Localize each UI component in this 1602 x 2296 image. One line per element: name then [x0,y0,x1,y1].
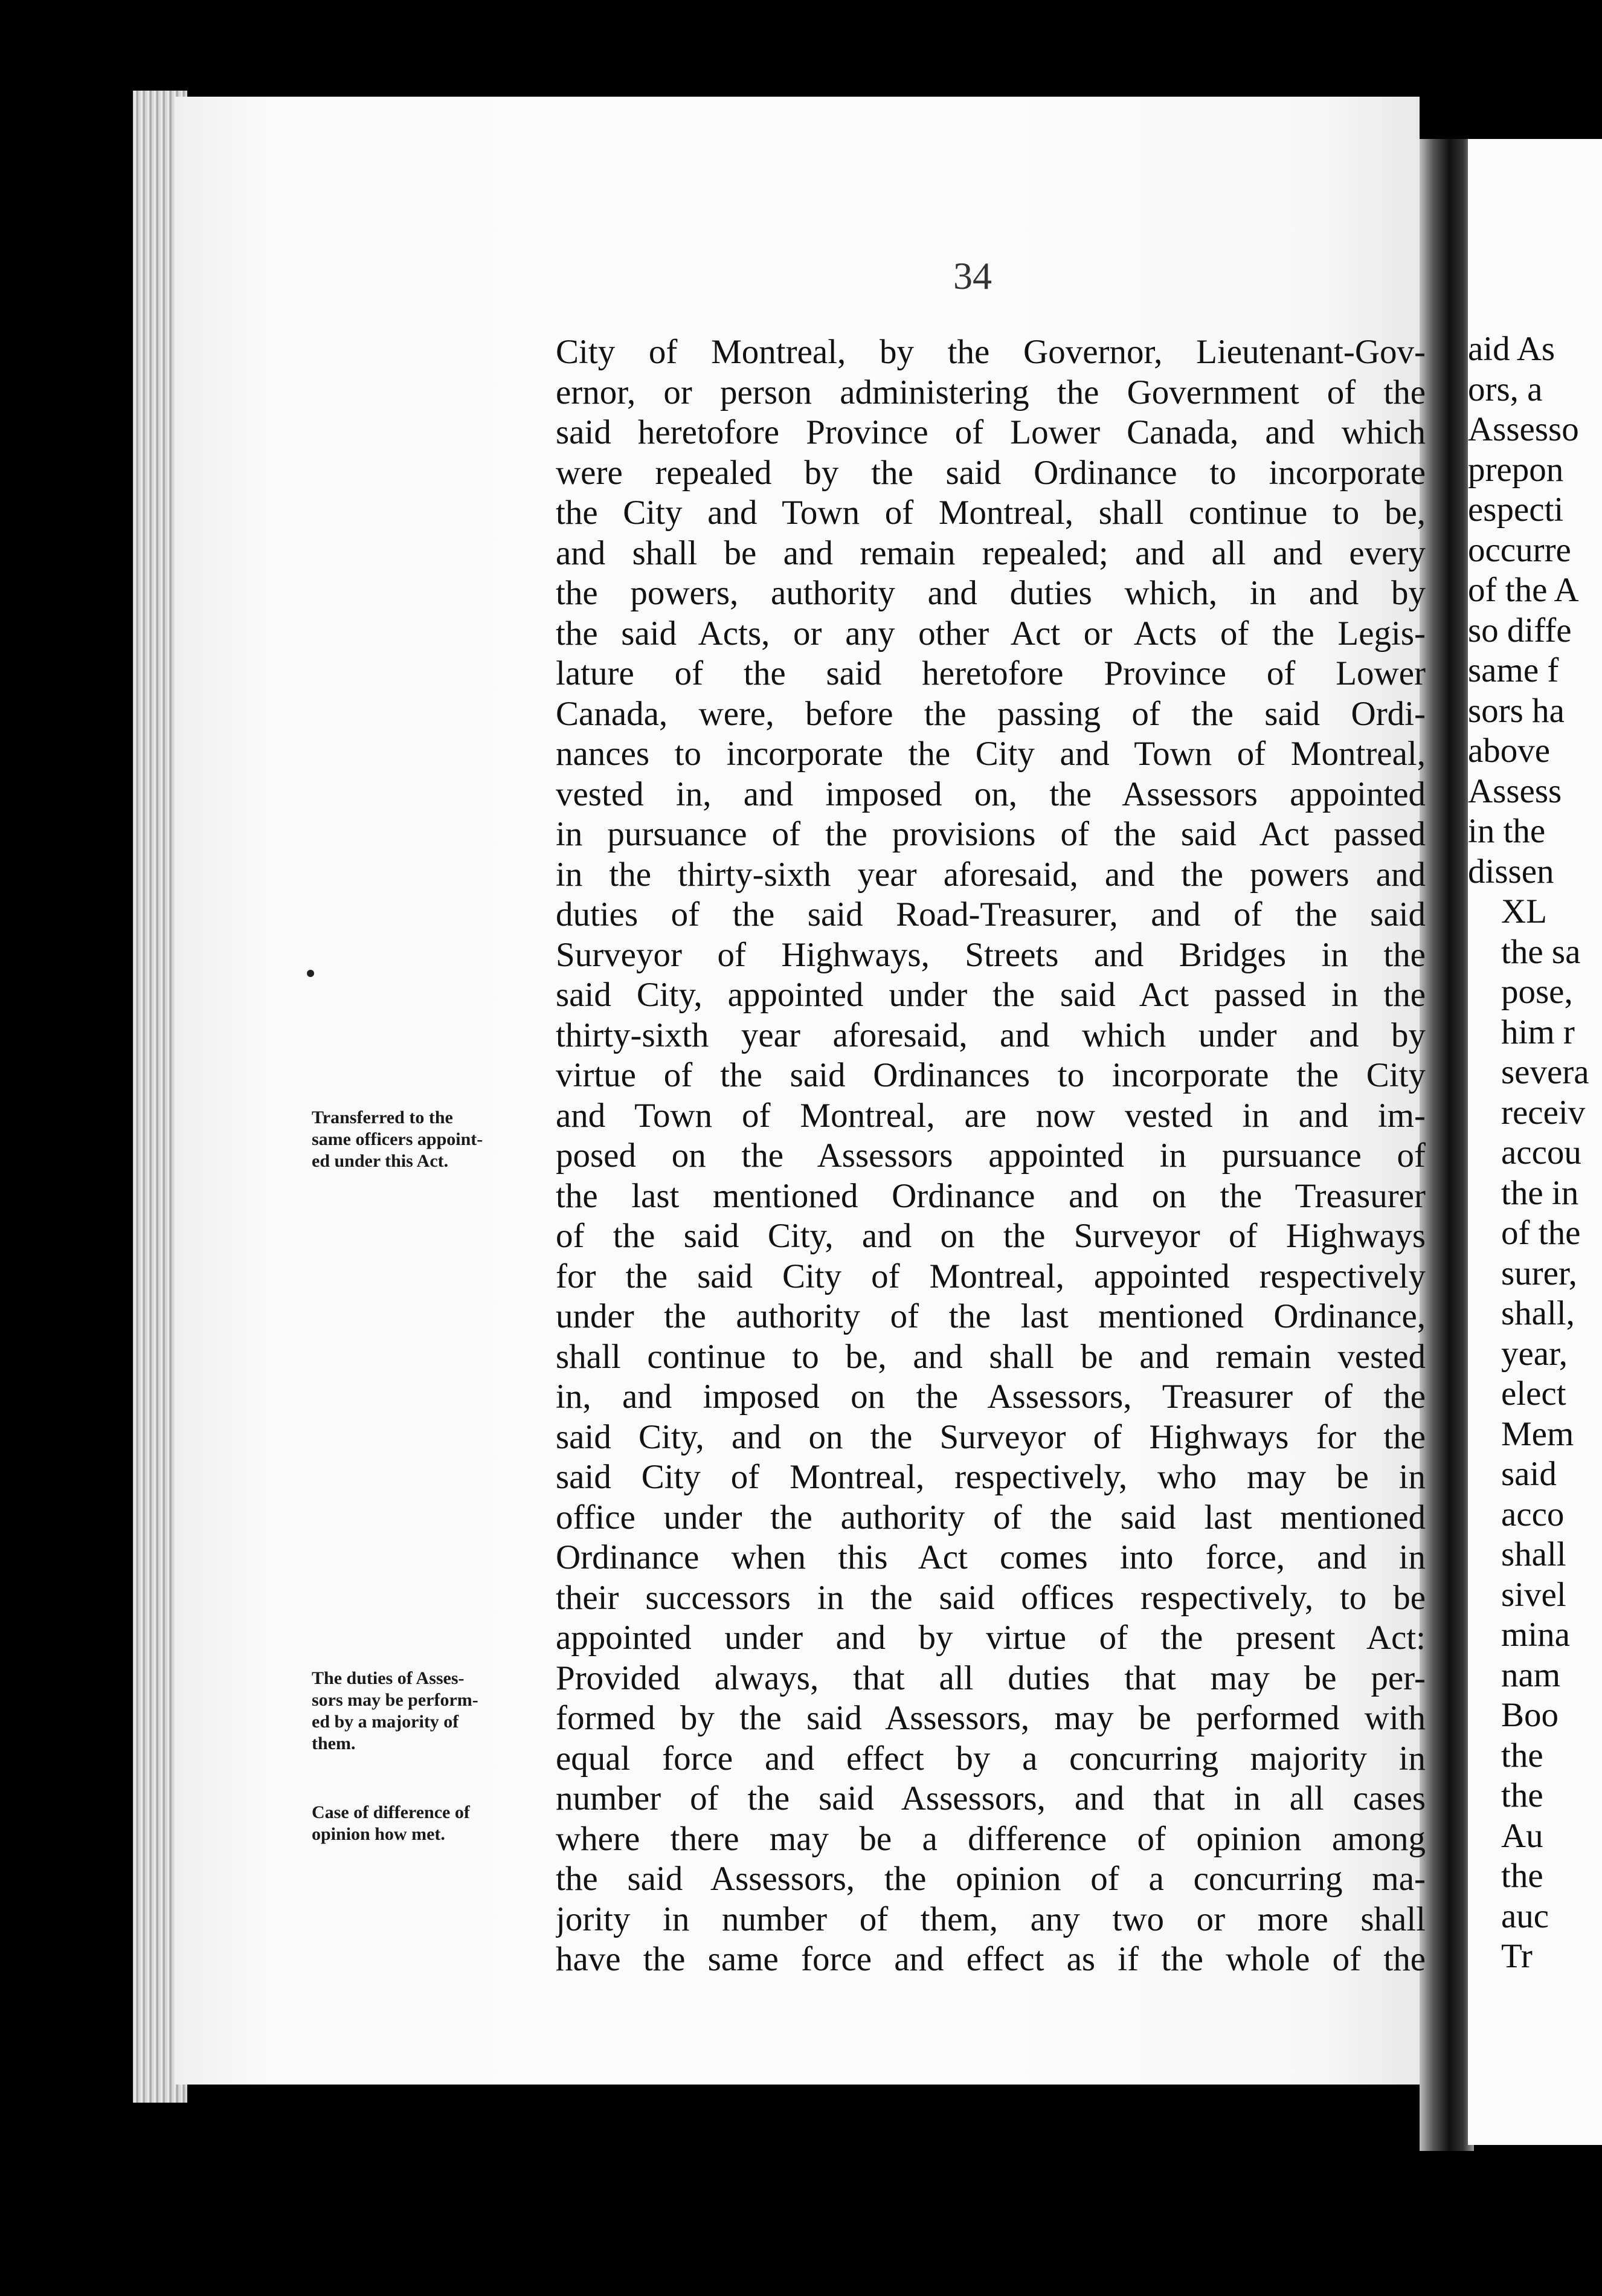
facing-text-line: dissen [1468,852,1554,891]
text-line: were repealed by the said Ordinance to incorporate [556,453,1426,492]
facing-text-line: Assess [1468,772,1562,810]
facing-text-line: surer, [1501,1254,1577,1292]
facing-text-line: the [1501,1736,1543,1775]
margin-note-line: Transferred to the [312,1108,453,1127]
main-text-block [556,332,1426,1980]
facing-text-line: Boo [1501,1696,1559,1734]
margin-note-transferred [312,1107,536,1172]
text-line: in, and imposed on the Assessors, Treasurer of the [556,1378,1426,1416]
margin-note-line: ed by a majority of [312,1712,459,1732]
facing-page-fragment [1468,139,1602,2145]
facing-text-line: in the [1468,812,1546,850]
facing-text-line: above [1468,732,1551,770]
facing-text-line: ors, a [1468,370,1543,408]
text-line: where there may be a difference of opinion among [556,1819,1426,1858]
margin-note-line: Case of difference of [312,1802,470,1822]
text-line: have the same force and effect as if the whole of the [556,1940,1426,1978]
facing-text-line: accou [1501,1133,1581,1172]
text-line: office under the authority of the said last mentioned [556,1498,1426,1537]
facing-text-line: severa [1501,1053,1589,1091]
margin-note-line: ed under this Act. [312,1151,449,1171]
text-line: ernor, or person administering the Government of the [556,373,1426,411]
facing-text-line: the [1501,1857,1543,1895]
text-line: said City of Montreal, respectively, who may be in [556,1458,1426,1496]
text-line: jority in number of them, any two or more shall [556,1900,1426,1938]
text-line: and Town of Montreal, are now vested in and im- [556,1096,1426,1135]
text-line: the City and Town of Montreal, shall continue to be, [556,494,1426,532]
facing-text-line: Assesso [1468,410,1579,448]
text-line: virtue of the said Ordinances to incorporate the City [556,1056,1426,1094]
text-line: in pursuance of the provisions of the said Act passed [556,815,1426,853]
text-line: appointed under and by virtue of the present Act: [556,1619,1426,1657]
facing-text-line: acco [1501,1495,1565,1533]
text-line: the powers, authority and duties which, in and by [556,574,1426,612]
facing-text-line: prepon [1468,450,1564,489]
facing-text-line: Au [1501,1816,1543,1855]
facing-text-line: of the A [1468,571,1579,609]
facing-page-lines [1468,329,1589,1977]
facing-text-line: sors ha [1468,691,1565,730]
text-line: the said Assessors, the opinion of a concurring ma- [556,1860,1426,1898]
facing-text-line: aid As [1468,330,1555,368]
text-line: lature of the said heretofore Province of Lower [556,654,1426,692]
text-line: in the thirty-sixth year aforesaid, and the powers and [556,855,1426,894]
facing-text-line: same f [1468,651,1559,689]
facing-text-line: auc [1501,1897,1549,1935]
text-line: said City, and on the Surveyor of Highways for the [556,1417,1426,1456]
facing-text-line: him r [1501,1013,1575,1051]
facing-text-line: Tr [1501,1937,1533,1975]
margin-note-line: them. [312,1733,356,1753]
text-line: under the authority of the last mentioned Ordinance, [556,1297,1426,1335]
text-line: said heretofore Province of Lower Canada, and which [556,413,1426,451]
facing-text-line: so diffe [1468,611,1572,650]
text-line: Surveyor of Highways, Streets and Bridges in the [556,935,1426,974]
facing-text-line: nam [1501,1656,1561,1694]
text-line: formed by the said Assessors, may be performed with [556,1699,1426,1737]
facing-text-line: sivel [1501,1575,1566,1614]
text-line: Canada, were, before the passing of the said Ordi- [556,694,1426,733]
text-line: shall continue to be, and shall be and remain vested [556,1337,1426,1376]
text-line: nances to incorporate the City and Town of Montreal, [556,735,1426,773]
text-line: duties of the said Road-Treasurer, and of the said [556,895,1426,934]
facing-text-line: year, [1501,1334,1568,1373]
text-line: City of Montreal, by the Governor, Lieutenant-Gov- [556,333,1426,371]
facing-text-line: of the [1501,1214,1581,1252]
text-line: vested in, and imposed on, the Assessors appointed [556,775,1426,813]
facing-text-line: the [1501,1776,1543,1814]
text-line: said City, appointed under the said Act passed in the [556,976,1426,1014]
facing-text-line: Mem [1501,1414,1574,1453]
margin-mark [307,970,314,977]
facing-text-line: pose, [1501,973,1573,1011]
facing-text-line: the sa [1501,932,1581,971]
text-line: thirty-sixth year aforesaid, and which under and by [556,1016,1426,1054]
text-line: of the said City, and on the Surveyor of Highways [556,1217,1426,1255]
text-line: equal force and effect by a concurring majority in [556,1739,1426,1778]
facing-text-line: mina [1501,1616,1570,1654]
text-line: the last mentioned Ordinance and on the Treasurer [556,1176,1426,1215]
page-number: 34 [953,254,992,297]
text-line: their successors in the said offices respectively, to be [556,1578,1426,1617]
facing-text-line: XL [1501,892,1547,930]
text-line: for the said City of Montreal, appointed respectively [556,1257,1426,1295]
margin-note-line: same officers appoint- [312,1129,483,1149]
text-line: the said Acts, or any other Act or Acts of the Legis- [556,614,1426,653]
margin-note-difference [312,1802,536,1845]
text-line: Provided always, that all duties that may be per- [556,1659,1426,1697]
facing-text-line: receiv [1501,1093,1586,1132]
book-gutter [1420,139,1474,2151]
text-line: and shall be and remain repealed; and all and every [556,534,1426,572]
facing-text-line: shall [1501,1535,1566,1573]
facing-text-line: the in [1501,1173,1579,1212]
facing-text-line: especti [1468,491,1564,529]
facing-text-line: said [1501,1455,1557,1493]
facing-text-line: occurre [1468,530,1571,569]
margin-note-duties [312,1668,536,1755]
facing-text-line: elect [1501,1375,1566,1413]
margin-note-line: opinion how met. [312,1824,445,1844]
text-line: Ordinance when this Act comes into force, and in [556,1538,1426,1576]
margin-note-line: The duties of Asses- [312,1668,465,1688]
text-line: posed on the Assessors appointed in pursuance of [556,1137,1426,1175]
facing-text-line: shall, [1501,1294,1575,1332]
margin-note-line: sors may be perform- [312,1690,478,1710]
text-line: number of the said Assessors, and that in all cases [556,1779,1426,1817]
